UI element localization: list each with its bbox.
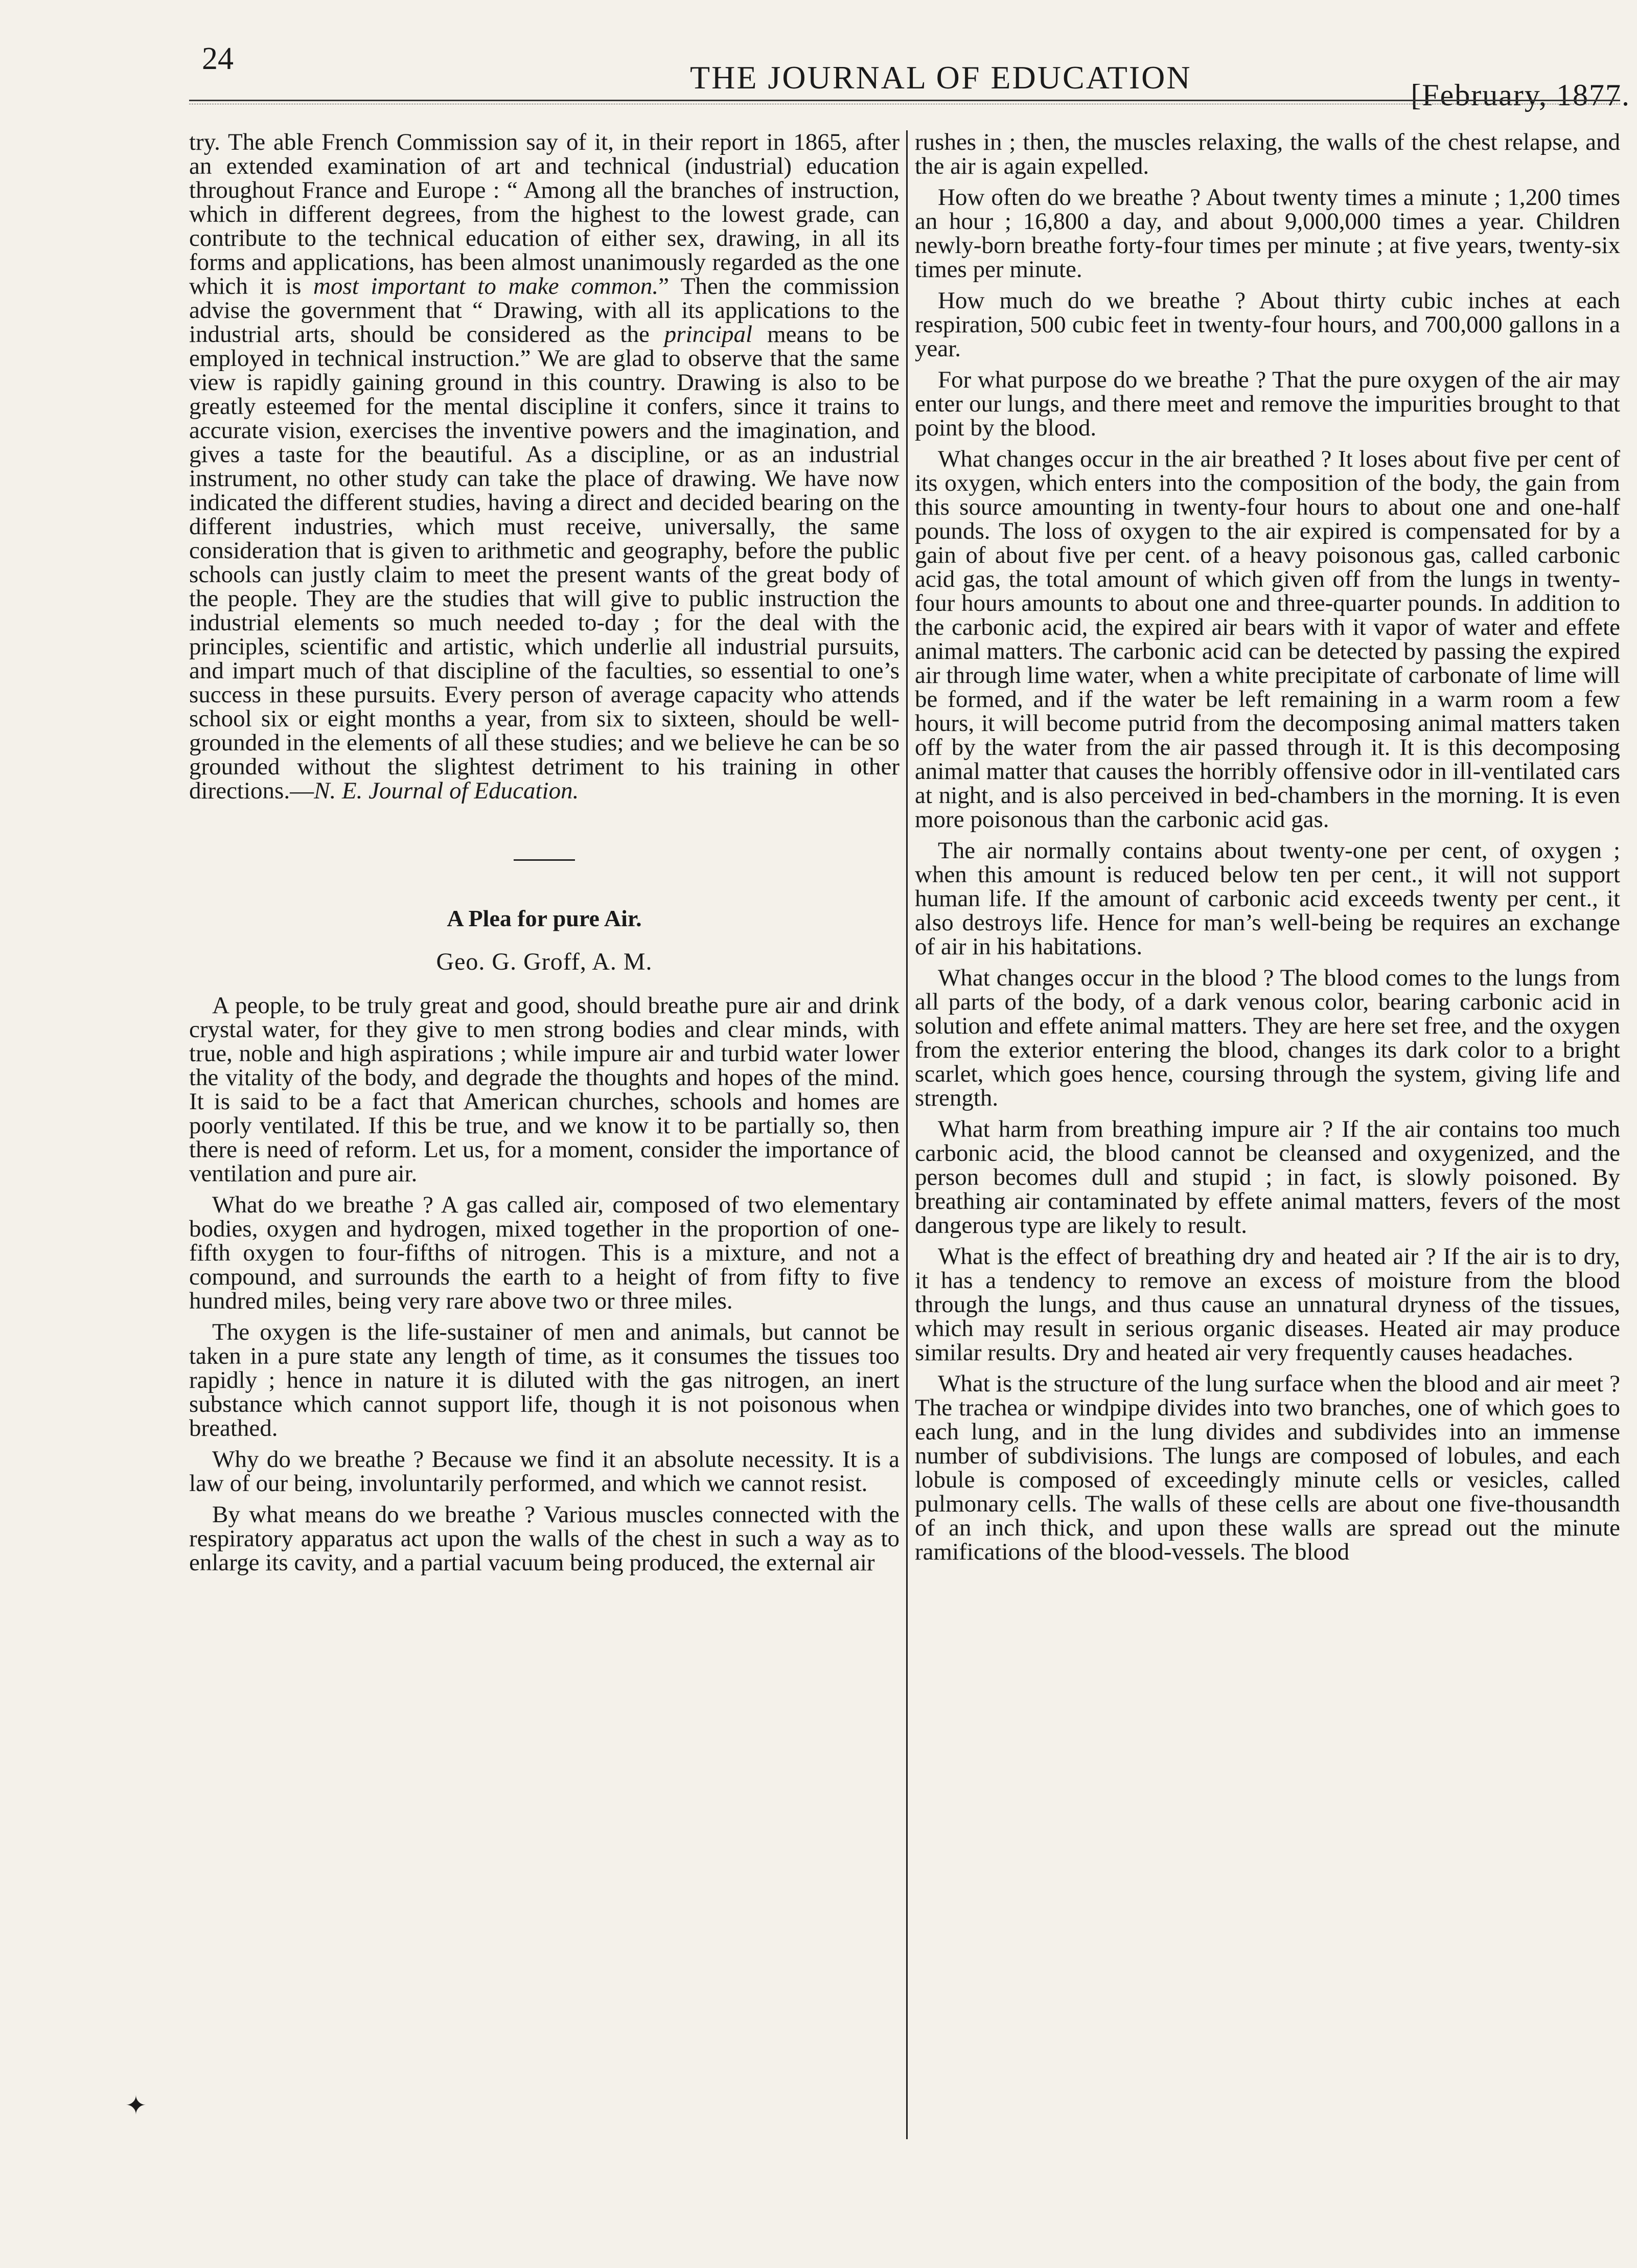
continued-paragraph: try. The able French Commission say of it, in their report in 1865, after an extended examination of art and technical (industrial) education throughout France and Europe : “ Among all the branches of instruction, which in different degrees, from the highest to the lowest grade, can contribute to the technical education of either sex, drawing, in all its forms and applications, has been almost unanimously regarded as the one which it is most important to make common.” Then the commission advise the government that “ Drawing, with all its applications to the industrial arts, should be considered as the principal means to be employed in technical instruction.” We are glad to observe that the same view is rapidly gaining ground in this country. Drawing is also to be greatly esteemed for the mental discipline it confers, since it trains to accurate vision, exercises the inventive powers and the imagination, and gives a taste for the beautiful. As a discipline, or as an industrial instrument, no other study can take the place of drawing. We have now indicated the different studies, having a direct and decided bearing on the different industries, which must receive, universally, the same consideration that is given to arithmetic and geography, before the public schools can justly claim to meet the present wants of the great body of the people. They are the studies that will give to public instruction the industrial elements so much needed to-day ; for the deal with the principles, scientific and artistic, which underlie all industrial pursuits, and impart much of that discipline of the faculties, so essential to one’s success in these pursuits. Every person of average capacity who attends school six or eight months a year, from six to sixteen, should be well-grounded in the elements of all these studies; and we believe he can be so grounded without the slightest detriment to his training in other directions.—N. E. Journal of Education. — [189, 129, 900, 804]
article-paragraph: What is the effect of breathing dry and heated air ? If the air is to dry, it has a tendency to remove an excess of moisture from the blood through the lungs, and thus cause an unnatural dryness of the tissues, which may result in serious organic diseases. Heated air may produce similar results. Dry and heated air very frequently causes headaches. — [915, 1243, 1620, 1366]
article-byline: Geo. G. Groff, A. M. — [436, 948, 653, 975]
article-paragraph: Why do we breathe ? Because we find it an absolute necessity. It is a law of our being, involuntarily performed, and which we cannot resist. — [189, 1446, 900, 1497]
column-divider — [906, 130, 908, 2139]
page-number: 24 — [202, 41, 234, 76]
article-paragraph: What harm from breathing impure air ? If the air contains too much carbonic acid, the blood cannot be cleansed and oxygenized, and the person becomes dull and stupid ; in fact, is slowly poisoned. By breathing air contaminated by effete animal matters, fevers of the most dangerous type are likely to result. — [915, 1116, 1620, 1239]
issue-date: [February, 1877. — [1411, 78, 1630, 112]
header-rule — [189, 100, 1620, 101]
article-paragraph: A people, to be truly great and good, should breathe pure air and drink crystal water, for they give to men strong bodies and clear minds, with true, noble and high aspirations ; while impure air and turbid water lower the vitality of the body, and degrade the thoughts and hopes of the mind. It is said to be a fact that American churches, schools and homes are poorly ventilated. If this be true, and we know it to be partially so, then there is need of reform. Let us, for a moment, consider the importance of ventilation and pure air. — [189, 992, 900, 1187]
article-paragraph: What is the structure of the lung surface when the blood and air meet ? The trachea or windpipe divides into two branches, one of which goes to each lung, and in the lung divides and subdivides into an immense number of subdivisions. The lungs are composed of lobules, and each lobule is composed of exceedingly minute cells or vesicles, called pulmonary cells. The walls of these cells are about one five-thousandth of an inch thick, and upon these walls are spread out the minute ramifications of the blood-vessels. The blood — [915, 1370, 1620, 1565]
article-paragraph: The air normally contains about twenty-one per cent, of oxygen ; when this amount is reduced below ten per cent., it will not support human life. If the amount of carbonic acid exceeds twenty per cent., it also destroys life. Hence for man’s well-being be requires an exchange of air in his habitations. — [915, 837, 1620, 960]
article-paragraph: What changes occur in the air breathed ? It loses about five per cent of its oxygen, which enters into the composition of the body, the gain from this source amounting in twenty-four hours to about one and one-half pounds. The loss of oxygen to the air expired is compensated for by a gain of about five per cent. of a heavy poisonous gas, called carbonic acid gas, the total amount of which given off from the lungs in twenty-four hours amounts to about one and three-quarter pounds. In addition to the carbonic acid, the expired air bears with it vapor of water and effete animal matters. The carbonic acid can be detected by passing the expired air through lime water, when a white precipitate of carbonate of lime will be formed, and if the water be left remaining in a warm room a few hours, it will become putrid from the decomposing animal matters taken off by the water from the air passed through it. It is this decomposing animal matter that causes the horribly offensive odor in ill-ventilated cars at night, and is also perceived in bed-chambers in the morning. It is even more poisonous than the carbonic acid gas. — [915, 446, 1620, 833]
margin-mark-icon: ✦ — [125, 2091, 147, 2120]
article-paragraph: What do we breathe ? A gas called air, composed of two elementary bodies, oxygen and hydrogen, mixed together in the proportion of one-fifth oxygen to four-fifths of nitrogen. This is a mixture, and not a compound, and surrounds the earth to a height of from fifty to five hundred miles, being very rare above two or three miles. — [189, 1192, 900, 1314]
right-column — [915, 130, 1620, 1571]
section-divider — [514, 859, 575, 861]
article-paragraph: For what purpose do we breathe ? That the pure oxygen of the air may enter our lungs, and there meet and remove the impurities brought to that point by the blood. — [915, 366, 1620, 441]
left-column — [189, 130, 900, 1582]
article-paragraph: How much do we breathe ? About thirty cubic inches at each respiration, 500 cubic feet in twenty-four hours, and 700,000 gallons in a year. — [915, 287, 1620, 362]
article-paragraph: What changes occur in the blood ? The blood comes to the lungs from all parts of the body, of a dark venous color, bearing carbonic acid in solution and effete animal matters. They are here set free, and the oxygen from the exterior entering the blood, changes its dark color to a bright scarlet, which goes hence, coursing through the system, giving life and strength. — [915, 965, 1620, 1111]
journal-title: THE JOURNAL OF EDUCATION — [690, 59, 1192, 96]
article-paragraph: The oxygen is the life-sustainer of men and animals, but cannot be taken in a pure state any length of time, as it consumes the tissues too rapidly ; hence in nature it is diluted with the gas nitrogen, an inert substance which cannot support life, though it is not poisonous when breathed. — [189, 1319, 900, 1441]
article-title: A Plea for pure Air. — [447, 905, 642, 931]
article-paragraph: rushes in ; then, the muscles relaxing, the walls of the chest relapse, and the air is again expelled. — [915, 129, 1620, 179]
article-paragraph: How often do we breathe ? About twenty times a minute ; 1,200 times an hour ; 16,800 a day, and about 9,000,000 times a year. Children newly-born breathe forty-four times per minute ; at five years, twenty-six times per minute. — [915, 184, 1620, 283]
article-paragraph: By what means do we breathe ? Various muscles connected with the respiratory apparatus act upon the walls of the chest in such a way as to enlarge its cavity, and a partial vacuum being produced, the external air — [189, 1501, 900, 1576]
